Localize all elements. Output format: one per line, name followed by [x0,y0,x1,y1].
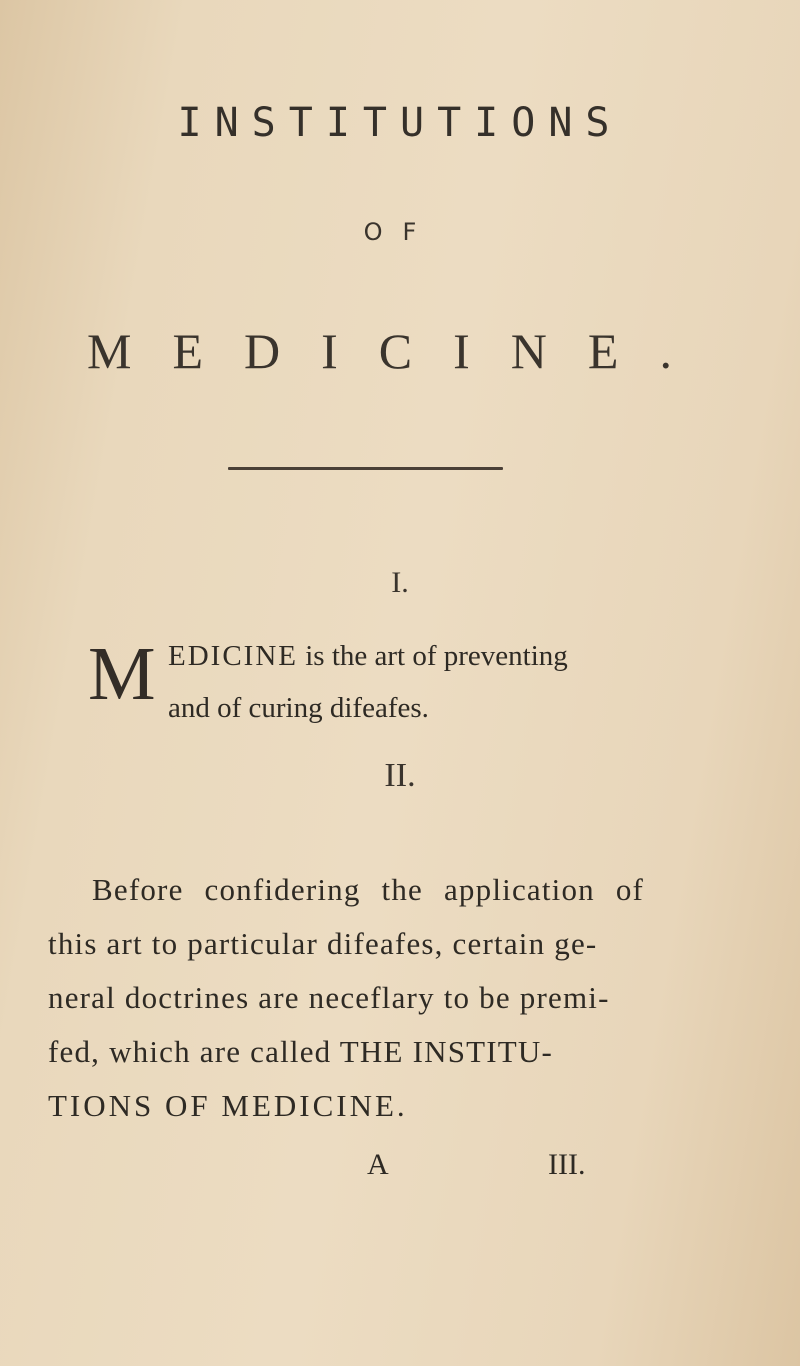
catchword: III. [548,1148,586,1181]
drop-cap: M [88,632,156,716]
title-of: OF [363,218,437,246]
section-2-line-2: this art to particular difeafes, certain ge- [48,926,598,961]
title-subject: MEDICINE. [87,323,713,379]
section-1-line-2: and of curing difeafes. [168,692,429,724]
section-2-line-4: fed, which are called THE INSTITU- [48,1034,554,1069]
section-2-line-1: Before confidering the application of [92,872,645,907]
section-1-caps-word: EDICINE [168,640,298,672]
signature-mark: A [367,1148,389,1181]
section-1-line-1-rest: is the art of preventing [305,640,568,672]
title-rule [228,467,503,470]
page-title: INSTITUTIONS [177,100,623,146]
section-number-2: II. [384,757,416,794]
section-number-1: I. [391,566,409,599]
section-1-line-1 [168,640,568,673]
section-2-line-5: TIONS OF MEDICINE. [48,1088,408,1123]
section-2-line-3: neral doctrines are neceflary to be premi- [48,980,610,1015]
